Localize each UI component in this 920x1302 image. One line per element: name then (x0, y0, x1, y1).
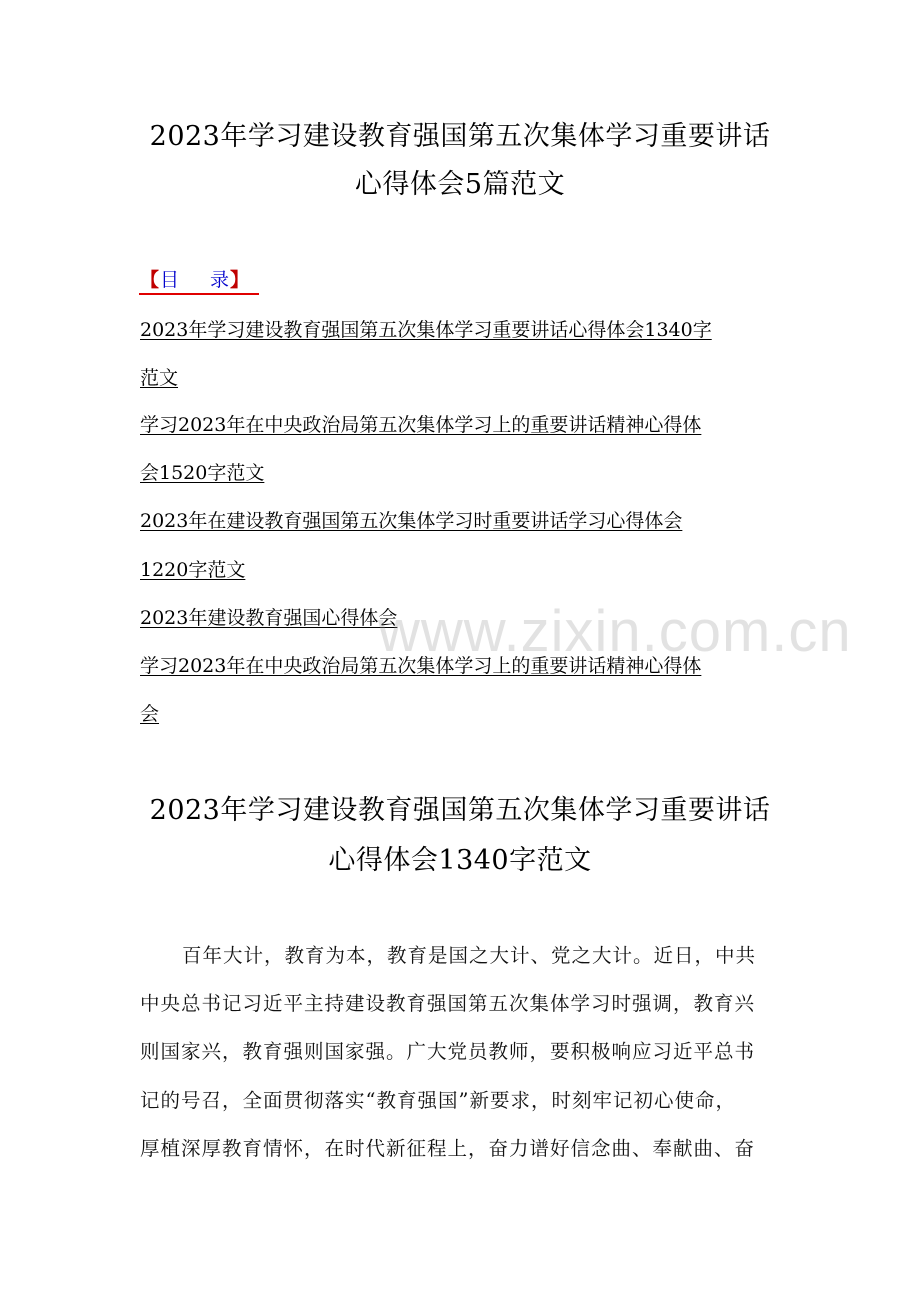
body-text-line-3: 则国家兴，教育强则国家强。广大党员教师，要积极响应习近平总书 (140, 1040, 756, 1063)
toc-bracket-close: 】 (230, 269, 251, 291)
section-title-line-2: 心得体会1340字范文 (328, 845, 592, 876)
toc-heading (140, 266, 250, 294)
body-text-line-5: 厚植深厚教育情怀，在时代新征程上，奋力谱好信念曲、奉献曲、奋 (140, 1137, 756, 1160)
toc-entry-2-line-1[interactable]: 学习2023年在中央政治局第五次集体学习上的重要讲话精神心得体 (140, 414, 702, 436)
toc-heading-word-2: 录 (210, 269, 231, 291)
body-text-line-1: 百年大计，教育为本，教育是国之大计、党之大计。近日，中共 (182, 944, 757, 967)
toc-bracket-open: 【 (140, 269, 161, 291)
toc-entry-3-line-1[interactable]: 2023年在建设教育强国第五次集体学习时重要讲话学习心得体会 (140, 510, 683, 532)
toc-entry-5-line-2[interactable]: 会 (140, 703, 160, 725)
toc-entry-4-line-1[interactable]: 2023年建设教育强国心得体会 (140, 607, 398, 629)
document-title-line-1: 2023年学习建设教育强国第五次集体学习重要讲话 (149, 121, 771, 152)
document-title-line-2: 心得体会5篇范文 (354, 169, 566, 200)
body-text-line-2: 中央总书记习近平主持建设教育强国第五次集体学习时强调，教育兴 (140, 992, 756, 1015)
toc-heading-word-1: 目 (160, 269, 181, 291)
toc-entry-5-line-1[interactable]: 学习2023年在中央政治局第五次集体学习上的重要讲话精神心得体 (140, 655, 702, 677)
section-title-line-1: 2023年学习建设教育强国第五次集体学习重要讲话 (149, 795, 771, 826)
body-text-line-4: 记的号召，全面贯彻落实“教育强国”新要求，时刻牢记初心使命， (140, 1089, 736, 1112)
toc-entry-1-line-1[interactable]: 2023年学习建设教育强国第五次集体学习重要讲话心得体会1340字 (140, 319, 712, 341)
watermark: www.zixin.com.cn (378, 599, 852, 664)
toc-entry-1-line-2[interactable]: 范文 (140, 367, 179, 389)
toc-entry-3-line-2[interactable]: 1220字范文 (140, 559, 246, 581)
toc-entry-2-line-2[interactable]: 会1520字范文 (140, 462, 265, 484)
toc-heading-underline (139, 293, 259, 295)
